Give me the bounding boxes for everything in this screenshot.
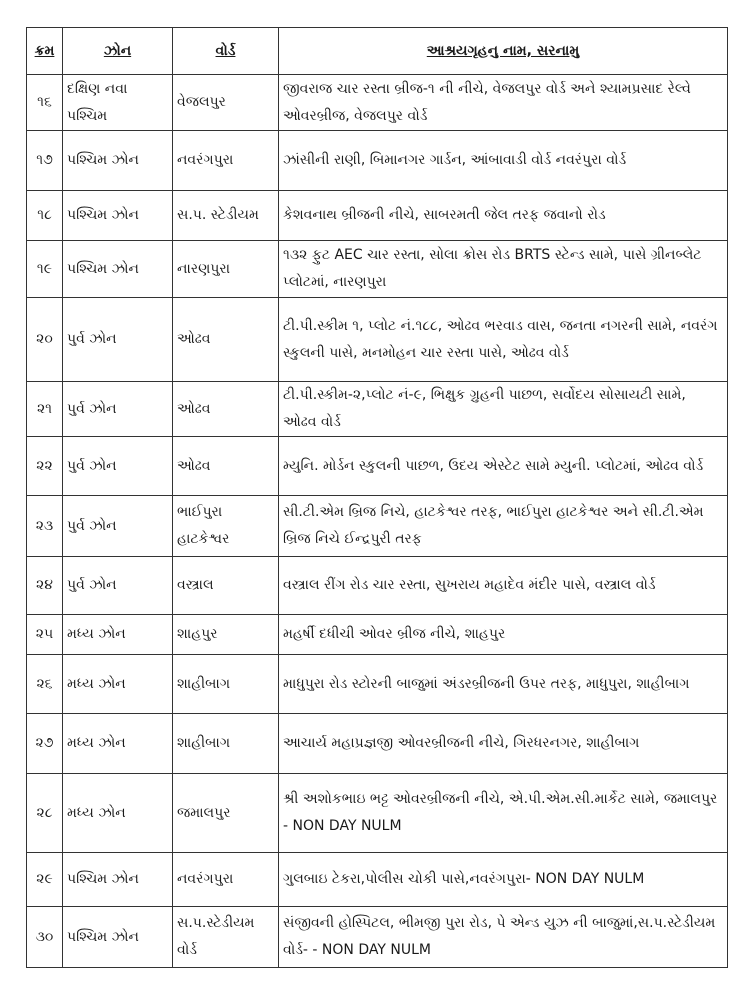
zone-cell: પુર્વ ઝોન [63,382,173,437]
table-row [27,298,728,382]
table-row [27,131,728,191]
address-cell: મહર્ષી દધીચી ઓવર બ્રીજ નીચે, શાહપુર [279,615,728,655]
serial-number-cell: ૨૭ [27,714,63,774]
address-cell: શ્રી અશોકભાઇ ભટ્ટ ઓવરબ્રીજની નીચે, એ.પી.એમ.સી.માર્કેટ સામે, જમાલપુર - NON DAY NULM [279,774,728,853]
serial-number-cell: ૧૬ [27,75,63,131]
table-row [27,853,728,907]
address-cell: જીવરાજ ચાર રસ્તા બ્રીજ-૧ ની નીચે, વેજલપુર વોર્ડ અને શ્યામપ્રસાદ રેલ્વે ઓવરબ્રીજ, વેજલપુર વોર્ડ [279,75,728,131]
serial-number-cell: ૨૦ [27,298,63,382]
zone-cell: પશ્ચિમ ઝોન [63,241,173,298]
header-zone: ઝોન [63,28,173,75]
table-row [27,191,728,241]
shelter-table [26,27,728,968]
ward-cell: ઓઢવ [173,298,279,382]
table-row [27,557,728,615]
table-row [27,437,728,496]
ward-cell: નારણપુરા [173,241,279,298]
table-row [27,496,728,557]
zone-cell: પશ્ચિમ ઝોન [63,907,173,968]
table-row [27,907,728,968]
header-shelter-name-address: આશ્રયગૃહનુ નામ, સરનામુ [279,28,728,75]
serial-number-cell: ૨૬ [27,655,63,714]
header-serial-number: ક્રમ [27,28,63,75]
address-cell: વસ્ત્રાલ રીંગ રોડ ચાર રસ્તા, સુખરાય મહાદેવ મંદીર પાસે, વસ્ત્રાલ વોર્ડ [279,557,728,615]
serial-number-cell: ૩૦ [27,907,63,968]
address-cell: ગુલબાઇ ટેકરા,પોલીસ ચોકી પાસે,નવરંગપુરા- NON DAY NULM [279,853,728,907]
zone-cell: પશ્ચિમ ઝોન [63,853,173,907]
table-row [27,655,728,714]
ward-cell: નવરંગપુરા [173,131,279,191]
serial-number-cell: ૨૫ [27,615,63,655]
ward-cell: સ.પ. સ્ટેડીયમ [173,191,279,241]
serial-number-cell: ૨૮ [27,774,63,853]
zone-cell: પુર્વ ઝોન [63,437,173,496]
serial-number-cell: ૨૧ [27,382,63,437]
ward-cell: સ.પ.સ્ટેડીયમ વોર્ડ [173,907,279,968]
zone-cell: પશ્ચિમ ઝોન [63,191,173,241]
serial-number-cell: ૧૯ [27,241,63,298]
table-row [27,615,728,655]
address-cell: સી.ટી.એમ બ્રિજ નિચે, હાટકેશ્વર તરફ, ભાઈપુરા હાટકેશ્વર અને સી.ટી.એમ બ્રિજ નિચે ઈન્દ્રપુરી તરફ [279,496,728,557]
table-body [27,75,728,968]
header-row [27,28,728,75]
serial-number-cell: ૨૩ [27,496,63,557]
header-ward: વોર્ડ [173,28,279,75]
zone-cell: પુર્વ ઝોન [63,298,173,382]
address-cell: ઝાંસીની રાણી, બિમાનગર ગાર્ડન, આંબાવાડી વોર્ડ નવરંપુરા વોર્ડ [279,131,728,191]
ward-cell: ભાઈપુરા હાટકેશ્વર [173,496,279,557]
ward-cell: વસ્ત્રાલ [173,557,279,615]
table-row [27,774,728,853]
zone-cell: પુર્વ ઝોન [63,557,173,615]
ward-cell: ઓઢવ [173,437,279,496]
table-row [27,241,728,298]
address-cell: ૧૩૨ ફુટ AEC ચાર રસ્તા, સોલા ક્રોસ રોડ BRTS સ્ટેન્ડ સામે, પાસે ગ્રીનબ્લેટ પ્લોટમાં, નારણપુરા [279,241,728,298]
serial-number-cell: ૧૭ [27,131,63,191]
zone-cell: મધ્ય ઝોન [63,774,173,853]
ward-cell: શાહપુર [173,615,279,655]
ward-cell: નવરંગપુરા [173,853,279,907]
serial-number-cell: ૨૯ [27,853,63,907]
table-row [27,382,728,437]
address-cell: ટી.પી.સ્કીમ ૧, પ્લોટ નં.૧૮૮, ઓઢવ ભરવાડ વાસ, જનતા નગરની સામે, નવરંગ સ્કુલની પાસે, મનમોહન ચાર રસ્તા પાસે, ઓઢવ વોર્ડ [279,298,728,382]
zone-cell: પુર્વ ઝોન [63,496,173,557]
ward-cell: શાહીબાગ [173,655,279,714]
table-row [27,714,728,774]
zone-cell: મધ્ય ઝોન [63,655,173,714]
address-cell: કેશવનાથ બ્રીજની નીચે, સાબરમતી જેલ તરફ જવાનો રોડ [279,191,728,241]
serial-number-cell: ૨૨ [27,437,63,496]
serial-number-cell: ૧૮ [27,191,63,241]
address-cell: મ્યુનિ. મોર્ડન સ્કુલની પાછળ, ઉદય એસ્ટેટ સામે મ્યુની. પ્લોટમાં, ઓઢવ વોર્ડ [279,437,728,496]
address-cell: સંજીવની હોસ્પિટલ, ભીમજી પુરા રોડ, પે એન્ડ યુઝ ની બાજુમાં,સ.પ.સ્ટેડીયમ વોર્ડ- - NON DAY NULM [279,907,728,968]
ward-cell: જમાલપુર [173,774,279,853]
address-cell: માધુપુરા રોડ સ્ટોરની બાજુમાં અંડરબ્રીજની ઉપર તરફ, માધુપુરા, શાહીબાગ [279,655,728,714]
zone-cell: પશ્ચિમ ઝોન [63,131,173,191]
serial-number-cell: ૨૪ [27,557,63,615]
ward-cell: ઓઢવ [173,382,279,437]
zone-cell: દક્ષિણ નવા પશ્ચિમ [63,75,173,131]
zone-cell: મધ્ય ઝોન [63,615,173,655]
address-cell: આચાર્ય મહાપ્રજ્ઞજી ઓવરબ્રીજની નીચે, ગિરધરનગર, શાહીબાગ [279,714,728,774]
address-cell: ટી.પી.સ્કીમ-૨,પ્લોટ નં-૯, ભિક્ષુક ગ્રુહની પાછળ, સર્વોદય સોસાયટી સામે, ઓઢવ વોર્ડ [279,382,728,437]
ward-cell: શાહીબાગ [173,714,279,774]
table-row [27,75,728,131]
zone-cell: મધ્ય ઝોન [63,714,173,774]
ward-cell: વેજલપુર [173,75,279,131]
